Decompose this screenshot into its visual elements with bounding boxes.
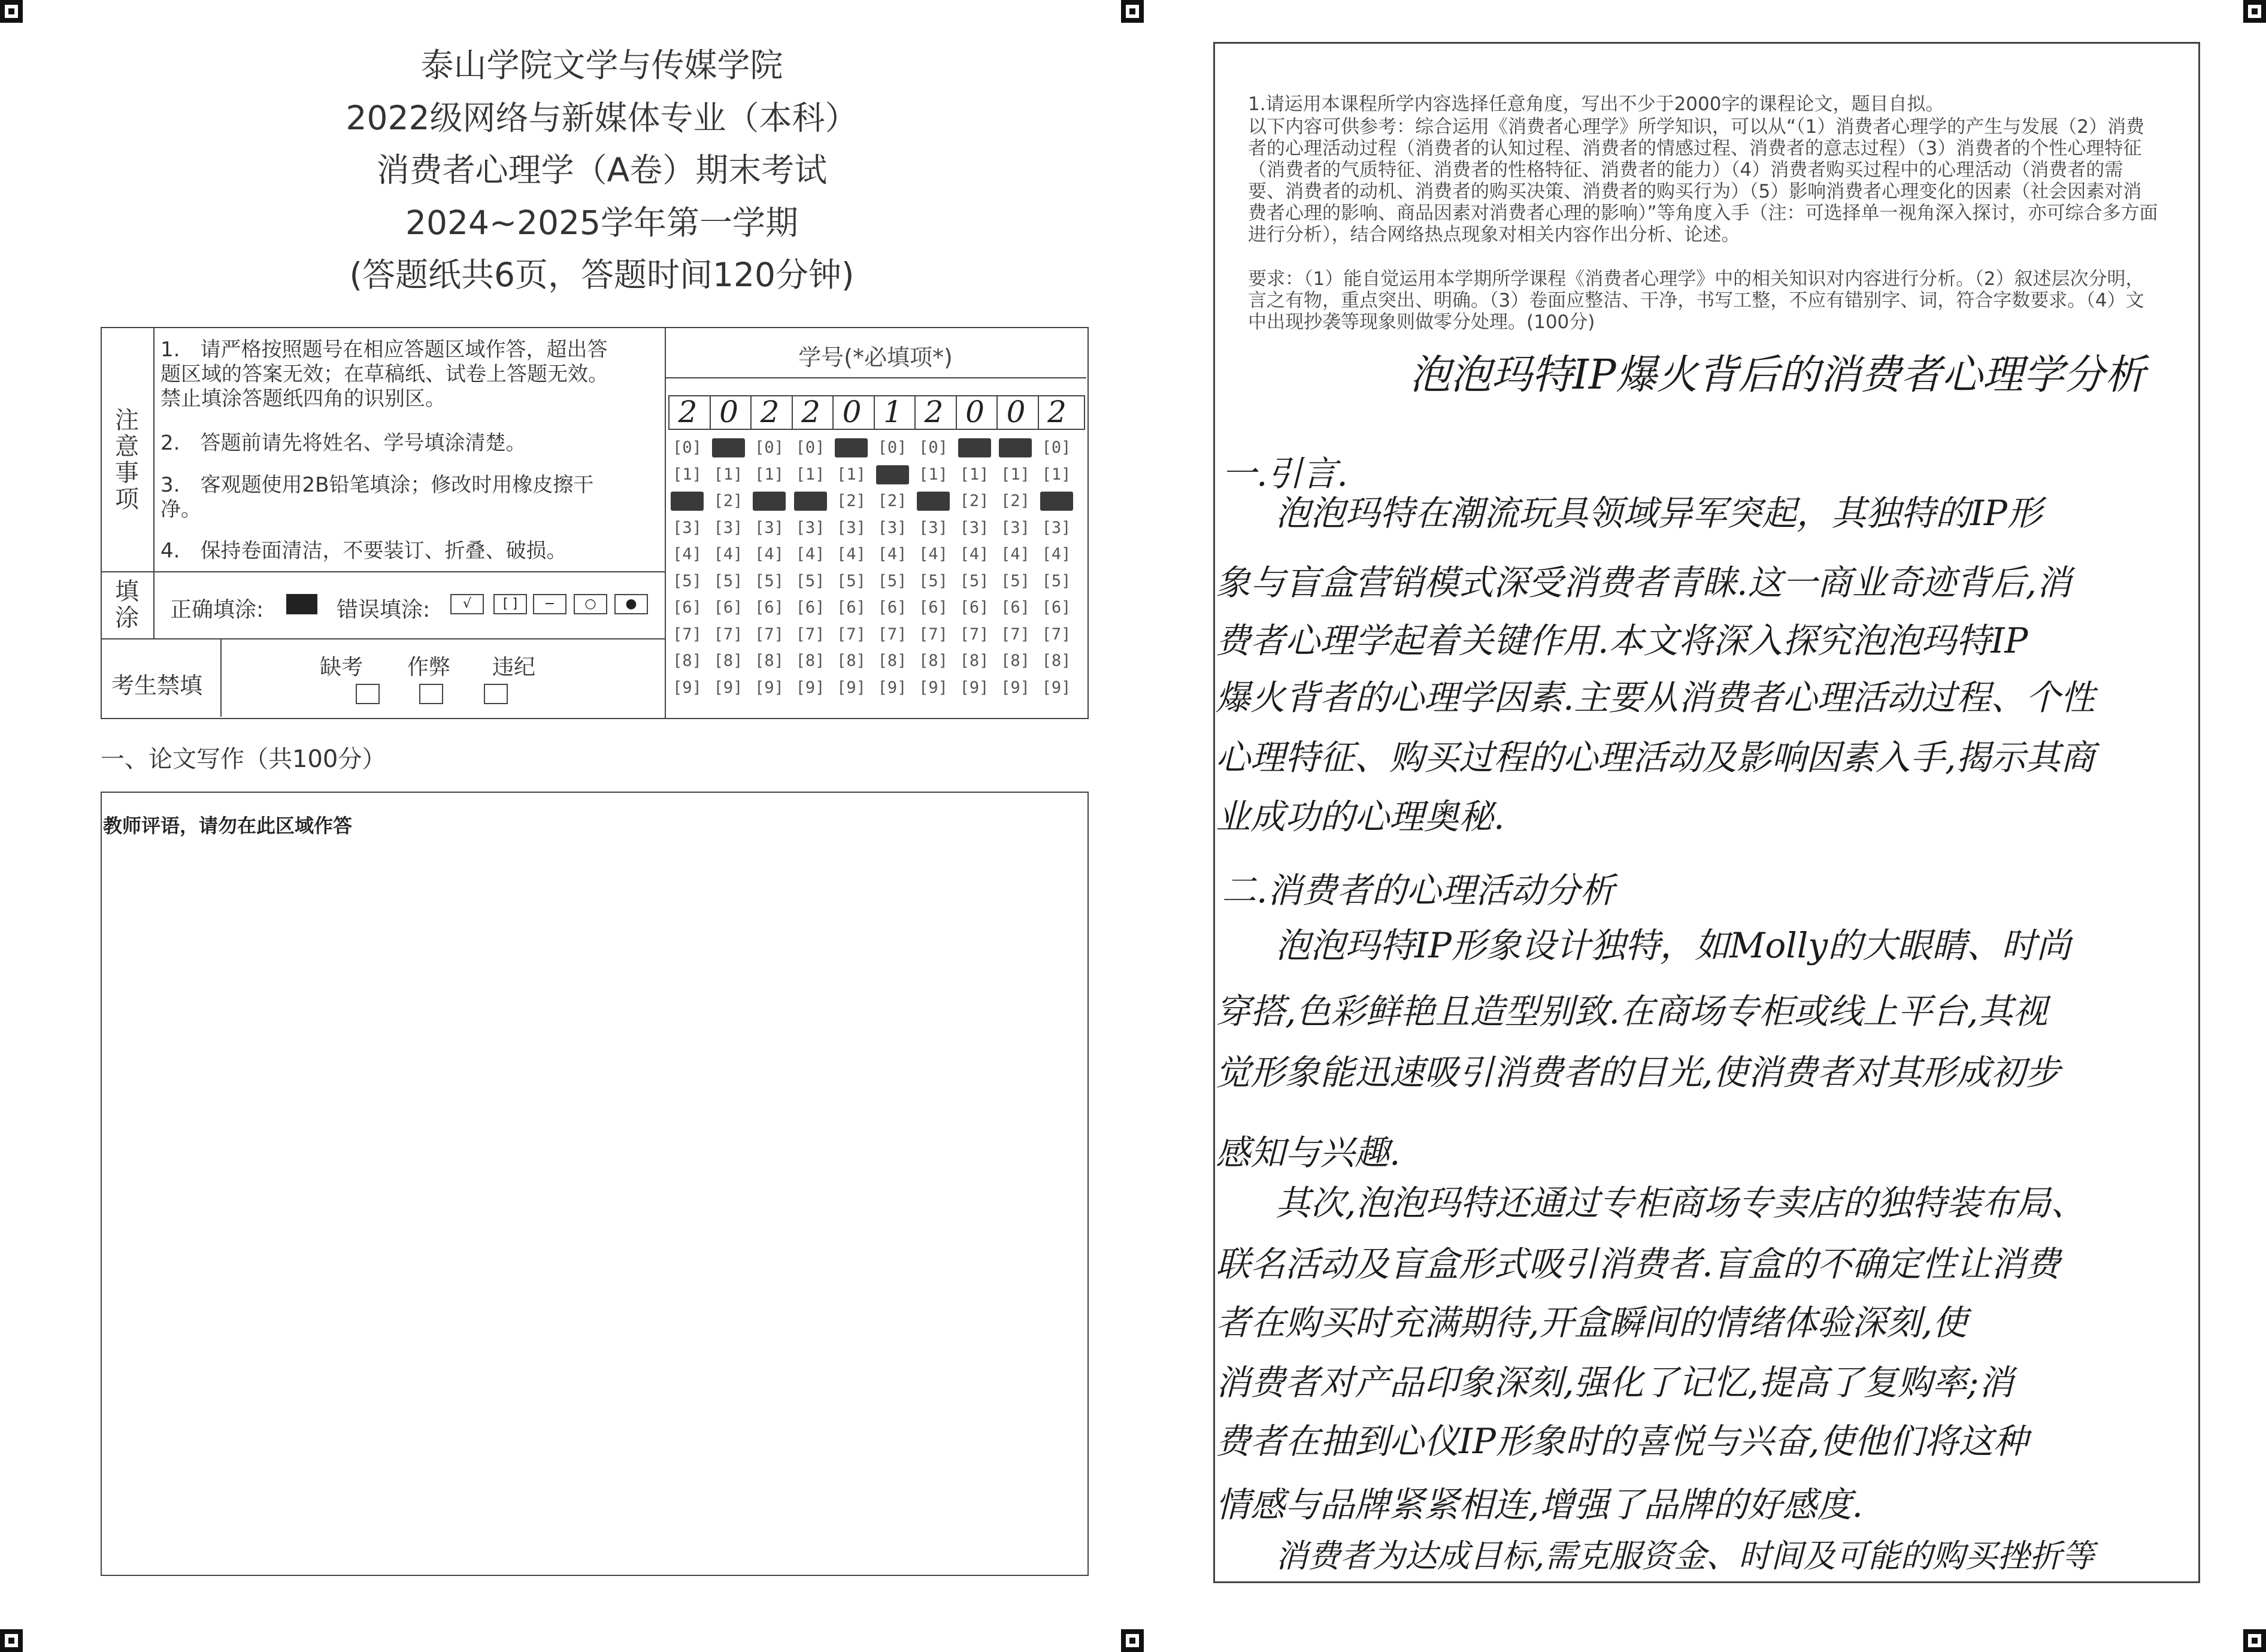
id-bubble-col10-1[interactable]: [1] — [1041, 465, 1071, 484]
id-bubble-col3-4[interactable]: [4] — [755, 545, 784, 563]
id-bubble-col2-3[interactable]: [3] — [713, 518, 743, 537]
essay-line: 象与盲盒营销模式深受消费者青睐.这一商业奇迹背后,消 — [1216, 562, 2071, 603]
id-bubble-col2-8[interactable]: [8] — [713, 651, 743, 670]
question-requirements: 要求：（1）能自觉运用本学期所学课程《消费者心理学》中的相关知识对内容进行分析。（2）叙述层次分明，言之有物，重点突出、明确。（3）卷面应整洁、干净，书写工整，不应有错别字、词，符合字数要求。（4）文中出现抄袭等现象则做零分处理。(100分) — [1248, 268, 2144, 333]
student-id-cell-divider — [874, 395, 875, 429]
id-bubble-col9-9[interactable]: [9] — [1001, 678, 1030, 697]
header-major: 2022级网络与新媒体专业（本科） — [346, 99, 858, 137]
student-id-digit-3: 2 — [760, 395, 780, 429]
student-id-cell-divider — [956, 395, 957, 429]
notice-label: 注意事项 — [115, 407, 139, 513]
id-bubble-col7-5[interactable]: [5] — [919, 571, 948, 590]
id-bubble-col6-3[interactable]: [3] — [877, 518, 907, 537]
wrong-mark-circle: ○ — [574, 594, 607, 614]
id-bubble-col4-5[interactable]: [5] — [795, 571, 825, 590]
essay-line: 消费者对产品印象深刻,强化了记忆,提高了复购率;消 — [1216, 1362, 2014, 1403]
id-bubble-col7-7[interactable]: [7] — [919, 625, 948, 644]
ban-violation-checkbox[interactable] — [484, 684, 508, 704]
id-bubble-col1-9[interactable]: [9] — [672, 678, 702, 697]
id-bubble-col1-8[interactable]: [8] — [672, 651, 702, 670]
id-bubble-col6-8[interactable]: [8] — [877, 651, 907, 670]
wrong-mark-dot: ● — [614, 594, 648, 614]
corner-mark-top-middle — [1121, 0, 1144, 23]
teacher-comment-label: 教师评语，请勿在此区域作答 — [103, 814, 353, 837]
notice-divider — [101, 571, 666, 572]
id-bubble-col4-4[interactable]: [4] — [795, 545, 825, 563]
fill-correct-label: 正确填涂: — [170, 598, 264, 622]
id-bubble-col3-0[interactable]: [0] — [755, 438, 784, 457]
id-bubble-col6-5[interactable]: [5] — [877, 571, 907, 590]
ban-label: 考生禁填 — [111, 672, 203, 699]
fill-divider — [101, 638, 666, 639]
id-bubble-col6-0[interactable]: [0] — [877, 438, 907, 457]
id-bubble-col4-0[interactable]: [0] — [795, 438, 825, 457]
essay-line: 费者在抽到心仪IP形象时的喜悦与兴奋,使他们将这种 — [1216, 1421, 2028, 1462]
id-bubble-col5-5[interactable]: [5] — [837, 571, 866, 590]
fill-correct-example — [286, 594, 317, 614]
id-bubble-col8-9[interactable]: [9] — [959, 678, 989, 697]
student-id-digit-4: 2 — [801, 395, 820, 429]
id-bubble-col4-6[interactable]: [6] — [795, 598, 825, 617]
essay-line: 穿搭,色彩鲜艳且造型别致.在商场专柜或线上平台,其视 — [1216, 991, 2048, 1032]
id-bubble-col7-1[interactable]: [1] — [919, 465, 948, 484]
id-bubble-col9-8[interactable]: [8] — [1001, 651, 1030, 670]
student-id-cell-divider — [832, 395, 834, 429]
header-duration: (答题纸共6页，答题时间120分钟) — [349, 256, 855, 294]
label-col-divider — [153, 327, 154, 638]
id-bubble-col9-6[interactable]: [6] — [1001, 598, 1030, 617]
essay-line: 泡泡玛特在潮流玩具领域异军突起，其独特的IP形 — [1276, 493, 2042, 534]
id-bubble-col5-3[interactable]: [3] — [837, 518, 866, 537]
id-bubble-col5-0[interactable]: [0] — [835, 438, 868, 457]
header-term: 2024~2025学年第一学期 — [405, 204, 799, 242]
essay-line: 情感与品牌紧紧相连,增强了品牌的好感度. — [1216, 1484, 1863, 1525]
id-bubble-col9-7[interactable]: [7] — [1001, 625, 1030, 644]
id-bubble-col6-2[interactable]: [2] — [877, 492, 907, 510]
id-bubble-col9-2[interactable]: [2] — [1001, 492, 1030, 510]
id-bubble-col10-6[interactable]: [6] — [1041, 598, 1071, 617]
id-bubble-col1-5[interactable]: [5] — [672, 571, 702, 590]
id-bubble-col4-7[interactable]: [7] — [795, 625, 825, 644]
notice-item-4: 4. 保持卷面清洁，不要装订、折叠、破损。 — [160, 539, 567, 563]
wrong-mark-dash: − — [533, 594, 566, 614]
id-bubble-col10-3[interactable]: [3] — [1041, 518, 1071, 537]
id-bubble-col9-5[interactable]: [5] — [1001, 571, 1030, 590]
question-body: 以下内容可供参考：综合运用《消费者心理学》所学知识，可以从“（1）消费者心理学的产生与发展（2）消费者的心理活动过程（消费者的认知过程、消费者的情感过程、消费者的意志过程）（3）消费者的个性心理特征（消费者的气质特征、消费者的性格特征、消费者的能力）（4）消费者购买过程中的心理活动（消费者的需要、消费者的动机、消费者的购买决策、消费者的购买行为）（5）影响消费者心理变化的因素（社会因素对消费者心理的影响、商品因素对消费者心理的影响）”等角度入手（注：可选择单一视角深入探讨，亦可综合多方面进行分析），结合网络热点现象对相关内容作出分析、论述。 — [1248, 116, 2158, 245]
wrong-mark-bracket: [ ] — [493, 594, 527, 614]
id-bubble-col8-0[interactable]: [0] — [958, 438, 991, 457]
teacher-comment-box — [101, 792, 1089, 1576]
essay-title: 泡泡玛特IP爆火背后的消费者心理学分析 — [1410, 351, 2146, 399]
id-bubble-col4-9[interactable]: [9] — [795, 678, 825, 697]
student-id-label: 学号(*必填项*) — [798, 344, 953, 371]
id-bubble-col10-2[interactable]: [2] — [1040, 492, 1073, 511]
id-bubble-col8-1[interactable]: [1] — [959, 465, 989, 484]
ban-absent-checkbox[interactable] — [356, 684, 380, 704]
id-bubble-col10-4[interactable]: [4] — [1041, 545, 1071, 563]
id-bubble-col3-5[interactable]: [5] — [755, 571, 784, 590]
id-bubble-col7-2[interactable]: [2] — [917, 492, 950, 511]
corner-mark-top-right — [2243, 0, 2266, 23]
id-bubble-col3-9[interactable]: [9] — [755, 678, 784, 697]
id-bubble-col2-2[interactable]: [2] — [713, 492, 743, 510]
id-bubble-col4-2[interactable]: [2] — [794, 492, 827, 511]
notice-item-2: 2. 答题前请先将姓名、学号填涂清楚。 — [160, 431, 526, 455]
id-bubble-col6-7[interactable]: [7] — [877, 625, 907, 644]
header-school: 泰山学院文学与传媒学院 — [420, 46, 783, 84]
essay-line: 业成功的心理奥秘. — [1216, 796, 1505, 837]
id-bubble-col5-9[interactable]: [9] — [837, 678, 866, 697]
id-bubble-col7-8[interactable]: [8] — [919, 651, 948, 670]
id-bubble-col10-5[interactable]: [5] — [1041, 571, 1071, 590]
question-prompt: 1.请运用本课程所学内容选择任意角度，写出不少于2000字的课程论文，题目自拟。 — [1248, 93, 1944, 115]
id-bubble-col7-4[interactable]: [4] — [919, 545, 948, 563]
id-bubble-col1-3[interactable]: [3] — [672, 518, 702, 537]
id-bubble-col9-0[interactable]: [0] — [999, 438, 1032, 457]
student-id-cell-divider — [792, 395, 793, 429]
student-id-header-line — [665, 377, 1086, 378]
notice-item-1: 1. 请严格按照题号在相应答题区域作答，超出答题区域的答案无效；在草稿纸、试卷上答题无效。禁止填涂答题纸四角的识别区。 — [160, 338, 608, 411]
id-bubble-col2-1[interactable]: [1] — [713, 465, 743, 484]
id-bubble-col1-2[interactable]: [2] — [671, 492, 704, 511]
ban-cheat-checkbox[interactable] — [419, 684, 443, 704]
id-bubble-col5-2[interactable]: [2] — [837, 492, 866, 510]
id-bubble-col8-2[interactable]: [2] — [959, 492, 989, 510]
ban-violation-label: 违纪 — [492, 655, 536, 680]
essay-line: 泡泡玛特IP形象设计独特，如Molly的大眼睛、时尚 — [1276, 925, 2071, 966]
essay-line: 心理特征、购买过程的心理活动及影响因素入手,揭示其商 — [1216, 737, 2095, 778]
id-bubble-col6-1[interactable]: [1] — [876, 465, 909, 484]
id-bubble-col5-1[interactable]: [1] — [837, 465, 866, 484]
id-bubble-col10-9[interactable]: [9] — [1041, 678, 1071, 697]
student-id-cell-divider — [750, 395, 752, 429]
id-bubble-col8-5[interactable]: [5] — [959, 571, 989, 590]
id-bubble-col3-3[interactable]: [3] — [755, 518, 784, 537]
id-bubble-col10-7[interactable]: [7] — [1041, 625, 1071, 644]
student-id-digit-6: 1 — [883, 395, 902, 429]
student-id-digit-9: 0 — [1006, 395, 1026, 429]
notice-item-3: 3. 客观题使用2B铅笔填涂；修改时用橡皮擦干净。 — [160, 473, 594, 522]
essay-line: 感知与兴趣. — [1216, 1132, 1401, 1173]
student-id-cell-divider — [710, 395, 711, 429]
id-bubble-col8-3[interactable]: [3] — [959, 518, 989, 537]
id-bubble-col3-8[interactable]: [8] — [755, 651, 784, 670]
corner-mark-bottom-middle — [1121, 1629, 1144, 1652]
ban-col-divider — [220, 638, 222, 717]
student-id-digit-5: 0 — [842, 395, 862, 429]
id-bubble-col5-6[interactable]: [6] — [837, 598, 866, 617]
id-bubble-col4-3[interactable]: [3] — [795, 518, 825, 537]
id-bubble-col6-4[interactable]: [4] — [877, 545, 907, 563]
id-bubble-col3-6[interactable]: [6] — [755, 598, 784, 617]
ban-absent-label: 缺考 — [320, 655, 363, 680]
student-id-digit-10: 2 — [1047, 395, 1067, 429]
corner-mark-bottom-left — [0, 1629, 23, 1652]
id-bubble-col8-7[interactable]: [7] — [959, 625, 989, 644]
id-bubble-col5-7[interactable]: [7] — [837, 625, 866, 644]
essay-line: 其次,泡泡玛特还通过专柜商场专卖店的独特装布局、 — [1276, 1183, 2086, 1223]
id-bubble-col7-3[interactable]: [3] — [919, 518, 948, 537]
id-bubble-col3-2[interactable]: [2] — [753, 492, 786, 511]
id-bubble-col7-0[interactable]: [0] — [919, 438, 948, 457]
id-bubble-col9-1[interactable]: [1] — [1001, 465, 1030, 484]
id-bubble-col3-7[interactable]: [7] — [755, 625, 784, 644]
section-title: 一、论文写作（共100分） — [101, 745, 386, 773]
id-bubble-col8-6[interactable]: [6] — [959, 598, 989, 617]
id-bubble-col1-7[interactable]: [7] — [672, 625, 702, 644]
id-bubble-col9-3[interactable]: [3] — [1001, 518, 1030, 537]
id-bubble-col2-7[interactable]: [7] — [713, 625, 743, 644]
id-bubble-col5-4[interactable]: [4] — [837, 545, 866, 563]
id-bubble-col1-4[interactable]: [4] — [672, 545, 702, 563]
id-bubble-col2-4[interactable]: [4] — [713, 545, 743, 563]
student-id-cell-divider — [1038, 395, 1039, 429]
id-bubble-col6-6[interactable]: [6] — [877, 598, 907, 617]
essay-line: 消费者为达成目标,需克服资金、时间及可能的购买挫折等 — [1276, 1537, 2095, 1575]
wrong-mark-check: √ — [450, 594, 484, 614]
essay-line: 者在购买时充满期待,开盒瞬间的情绪体验深刻,使 — [1216, 1302, 1967, 1343]
id-bubble-col10-8[interactable]: [8] — [1041, 651, 1071, 670]
essay-line: 觉形象能迅速吸引消费者的目光,使消费者对其形成初步 — [1216, 1052, 2061, 1093]
id-bubble-col4-1[interactable]: [1] — [795, 465, 825, 484]
id-bubble-col4-8[interactable]: [8] — [795, 651, 825, 670]
id-bubble-col2-0[interactable]: [0] — [712, 438, 745, 457]
corner-mark-top-left — [0, 0, 23, 23]
id-bubble-col10-0[interactable]: [0] — [1041, 438, 1071, 457]
id-bubble-col7-9[interactable]: [9] — [919, 678, 948, 697]
id-bubble-col8-8[interactable]: [8] — [959, 651, 989, 670]
id-bubble-col3-1[interactable]: [1] — [755, 465, 784, 484]
fill-wrong-label: 错误填涂: — [337, 598, 431, 622]
id-bubble-col2-5[interactable]: [5] — [713, 571, 743, 590]
student-id-cell-divider — [914, 395, 916, 429]
id-bubble-col5-8[interactable]: [8] — [837, 651, 866, 670]
student-id-digit-2: 0 — [719, 395, 738, 429]
header-exam: 消费者心理学（A卷）期末考试 — [376, 151, 828, 189]
student-id-digit-8: 0 — [965, 395, 984, 429]
id-bubble-col1-6[interactable]: [6] — [672, 598, 702, 617]
ban-cheat-label: 作弊 — [407, 655, 451, 680]
id-bubble-col1-1[interactable]: [1] — [672, 465, 702, 484]
student-id-cell-divider — [996, 395, 998, 429]
student-id-digit-1: 2 — [678, 395, 698, 429]
id-bubble-col8-4[interactable]: [4] — [959, 545, 989, 563]
corner-mark-bottom-right — [2243, 1629, 2266, 1652]
essay-line: 爆火背者的心理学因素.主要从消费者心理活动过程、个性 — [1216, 677, 2095, 718]
id-bubble-col6-9[interactable]: [9] — [877, 678, 907, 697]
id-bubble-col2-9[interactable]: [9] — [713, 678, 743, 697]
info-divider-v — [665, 327, 666, 718]
essay-line: 联名活动及盲盒形式吸引消费者.盲盒的不确定性让消费 — [1216, 1244, 2061, 1284]
student-id-digit-7: 2 — [924, 395, 944, 429]
essay-heading-analysis: 二.消费者的心理活动分析 — [1222, 870, 1615, 911]
essay-line: 费者心理学起着关键作用.本文将深入探究泡泡玛特IP — [1216, 620, 2028, 661]
id-bubble-col1-0[interactable]: [0] — [672, 438, 702, 457]
essay-heading-intro: 一.引言. — [1222, 453, 1348, 494]
id-bubble-col9-4[interactable]: [4] — [1001, 545, 1030, 563]
id-bubble-col2-6[interactable]: [6] — [713, 598, 743, 617]
fill-label: 填涂 — [115, 578, 139, 632]
id-bubble-col7-6[interactable]: [6] — [919, 598, 948, 617]
